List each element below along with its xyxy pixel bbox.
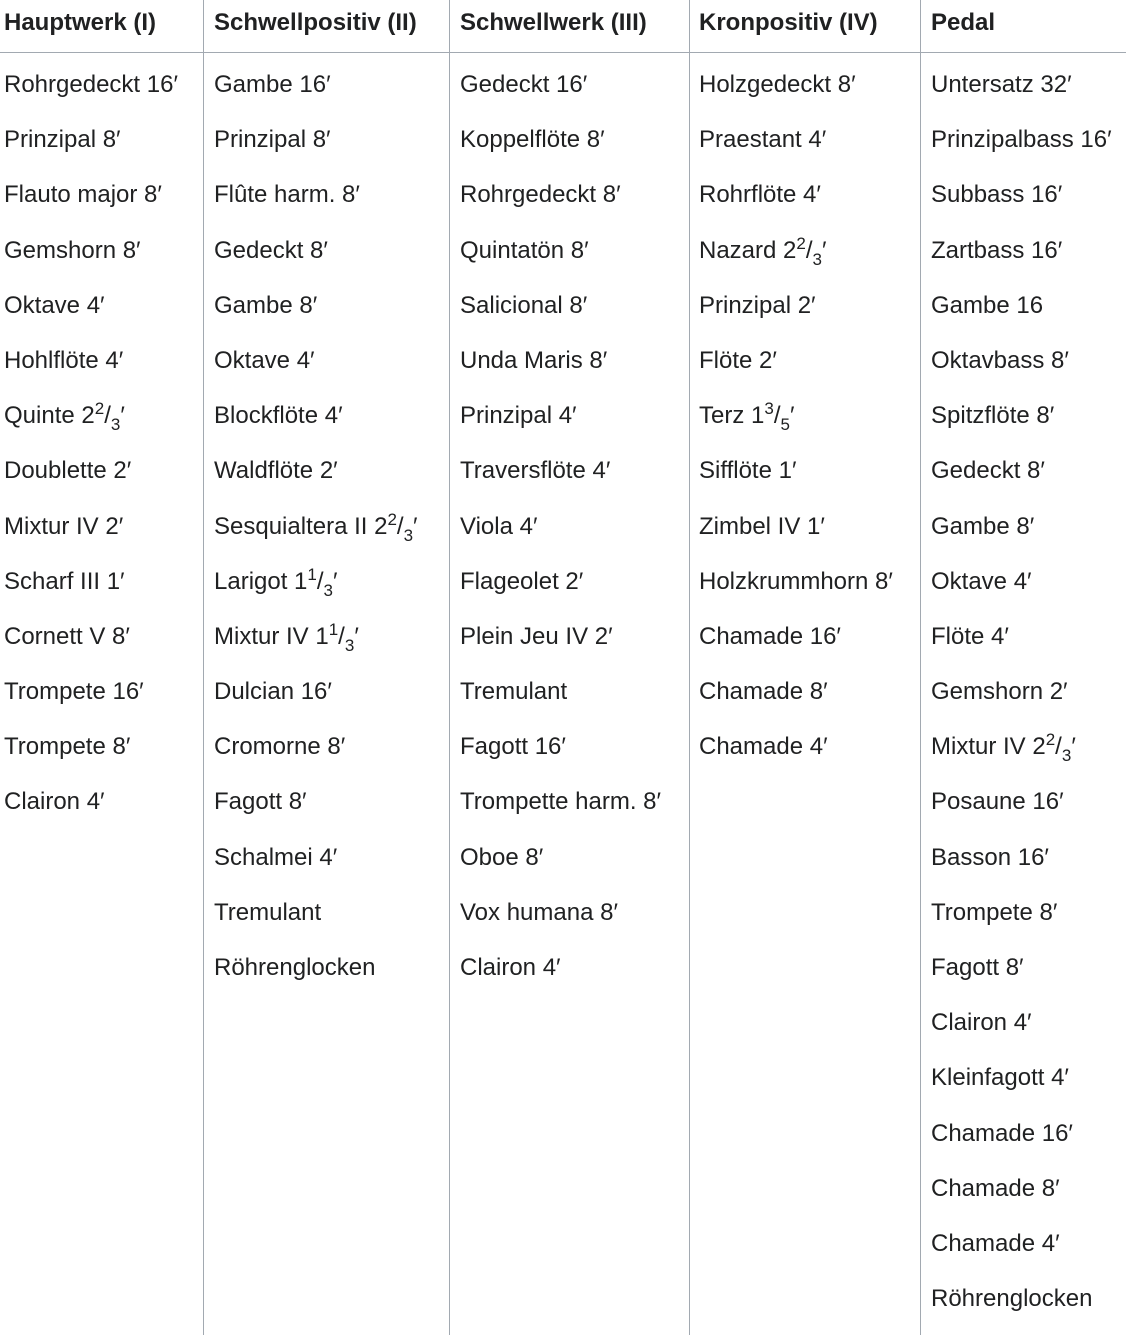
fraction-numerator: 2 — [796, 233, 806, 253]
stop-cell — [204, 278, 449, 333]
stop-name: Spitzflöte 8′ — [931, 402, 1055, 430]
stop-cell — [0, 278, 203, 333]
stop-name: Zimbel IV 1′ — [699, 512, 825, 540]
stop-name: Chamade 8′ — [931, 1174, 1060, 1202]
stop-cell — [450, 443, 689, 498]
stop-name: Chamade 4′ — [931, 1229, 1060, 1257]
stop-cell — [450, 112, 689, 167]
stop-name: Sifflöte 1′ — [699, 457, 797, 485]
fraction-denominator: 3 — [812, 249, 822, 269]
stop-cell — [204, 885, 449, 940]
stop-cell — [450, 774, 689, 829]
stop-cell — [0, 609, 203, 664]
stop-cell — [204, 664, 449, 719]
stop-name: Sesquialtera II 2 — [214, 512, 388, 540]
stop-cell — [204, 112, 449, 167]
stop-cell — [0, 57, 203, 112]
stop-cell: Quinte $2^2/_3'$ — [4, 399, 125, 435]
stop-name: Clairon 4′ — [931, 1009, 1032, 1037]
stop-name: Vox humana 8′ — [460, 898, 618, 926]
column-hauptwerk — [0, 0, 203, 1335]
stop-name: Blockflöte 4′ — [214, 402, 343, 430]
stop-name: Nazard 2 — [699, 236, 797, 264]
stop-cell — [0, 333, 203, 388]
stop-cell — [690, 664, 920, 719]
stop-cell — [0, 664, 203, 719]
stop-cell — [0, 719, 203, 774]
stop-name: Gambe 16 — [931, 291, 1044, 319]
stop-name: Quinte 2 — [4, 402, 95, 430]
stop-name: Waldflöte 2′ — [214, 457, 338, 485]
stop-name: Oboe 8′ — [460, 843, 544, 871]
stop-name: Flageolet 2′ — [460, 567, 584, 595]
stop-name: Chamade 8′ — [699, 678, 828, 706]
stop-name: Gambe 16′ — [214, 71, 331, 98]
stop-name: Terz 1 — [699, 402, 765, 430]
stop-cell — [921, 1106, 1126, 1161]
stop-list — [450, 53, 689, 995]
stop-cell — [690, 112, 920, 167]
fraction-numerator: 2 — [94, 399, 105, 419]
stop-name: Clairon 4′ — [4, 788, 105, 816]
stop-cell: Mixtur IV $1^1/_3'$ — [214, 619, 359, 655]
stop-name: Oktave 4′ — [4, 291, 105, 319]
stop-cell — [921, 885, 1126, 940]
fraction-numerator: 1 — [328, 619, 339, 639]
stop-name: Holzkrummhorn 8′ — [699, 567, 893, 595]
stop-cell: Mixtur IV $2^2/_3'$ — [931, 730, 1076, 766]
stop-cell — [204, 223, 449, 278]
stop-name: Prinzipal 8′ — [214, 126, 331, 154]
stop-cell — [450, 830, 689, 885]
stop-name: Plein Jeu IV 2′ — [460, 622, 613, 650]
fraction-denominator: 3 — [403, 525, 414, 545]
stop-name: Doublette 2′ — [4, 457, 132, 485]
stop-name: Flöte 4′ — [931, 622, 1009, 650]
foot-mark: ′ — [1071, 733, 1076, 761]
stop-name: Mixtur IV 2′ — [4, 512, 124, 540]
stop-cell — [450, 499, 689, 554]
stop-cell — [0, 112, 203, 167]
stop-list — [921, 53, 1126, 1326]
stop-name: Flöte 2′ — [699, 346, 777, 374]
stop-cell — [450, 664, 689, 719]
stop-cell — [450, 57, 689, 112]
stop-cell — [921, 223, 1126, 278]
foot-mark: ′ — [354, 622, 359, 650]
stop-name: Oktavbass 8′ — [931, 346, 1069, 374]
stop-name: Prinzipalbass 16′ — [931, 126, 1112, 154]
stop-cell — [921, 388, 1126, 443]
stop-name: Flûte harm. 8′ — [214, 181, 360, 209]
stop-name: Gambe 8′ — [931, 512, 1035, 540]
stop-name: Unda Maris 8′ — [460, 346, 608, 374]
stop-cell — [690, 554, 920, 609]
stop-name: Fagott 16′ — [460, 733, 566, 761]
foot-mark: ′ — [822, 236, 827, 264]
stop-cell — [921, 609, 1126, 664]
stop-name: Gemshorn 2′ — [931, 678, 1068, 706]
stop-name: Gedeckt 8′ — [214, 236, 328, 264]
stop-cell — [450, 609, 689, 664]
stop-cell — [450, 223, 689, 278]
stop-name: Prinzipal 2′ — [699, 291, 816, 319]
stop-cell — [450, 333, 689, 388]
foot-mark: ′ — [789, 402, 795, 430]
stop-name: Dulcian 16′ — [214, 678, 332, 706]
stop-cell — [204, 774, 449, 829]
stop-name: Flauto major 8′ — [4, 181, 162, 209]
stop-cell — [0, 554, 203, 609]
stop-name: Rohrflöte 4′ — [699, 181, 821, 209]
stop-name: Chamade 16′ — [931, 1119, 1073, 1147]
stop-list — [0, 53, 203, 830]
stop-cell — [450, 940, 689, 995]
stop-cell — [690, 609, 920, 664]
foot-mark: ′ — [120, 402, 125, 430]
stop-name: Larigot 1 — [214, 567, 308, 595]
stop-cell — [921, 1216, 1126, 1271]
stop-cell — [690, 57, 920, 112]
column-schwellwerk — [449, 0, 689, 1335]
fraction-denominator: 5 — [780, 415, 790, 435]
column-header: Kronpositiv (IV) — [690, 0, 920, 53]
stop-name: Salicional 8′ — [460, 291, 588, 319]
stop-name: Traversflöte 4′ — [460, 457, 611, 485]
stop-name: Cornett V 8′ — [4, 622, 130, 650]
stop-name: Röhrenglocken — [931, 1285, 1093, 1313]
stop-name: Trompete 8′ — [931, 898, 1058, 926]
stop-name: Gedeckt 8′ — [931, 457, 1045, 485]
stop-cell: Larigot $1^1/_3'$ — [214, 564, 338, 600]
stop-cell — [204, 830, 449, 885]
stop-name: Viola 4′ — [460, 512, 538, 540]
column-schwellpositiv — [203, 0, 449, 1335]
stop-cell — [204, 333, 449, 388]
stop-name: Schalmei 4′ — [214, 843, 338, 871]
stop-cell — [921, 664, 1126, 719]
stop-name: Hohlflöte 4′ — [4, 346, 124, 374]
stop-cell: Sesquialtera II $2^2/_3'$ — [214, 509, 418, 545]
stop-cell — [921, 940, 1126, 995]
stop-name: Rohrgedeckt 8′ — [460, 181, 621, 209]
column-header: Hauptwerk (I) — [0, 0, 203, 53]
stop-cell — [204, 167, 449, 222]
stop-name: Prinzipal 8′ — [4, 126, 121, 154]
fraction-denominator: 3 — [110, 415, 121, 435]
stop-cell — [450, 554, 689, 609]
stop-cell — [450, 167, 689, 222]
stop-cell — [921, 278, 1126, 333]
stop-cell — [921, 167, 1126, 222]
stop-name: Mixtur IV 1 — [214, 622, 329, 650]
stop-name: Posaune 16′ — [931, 788, 1064, 816]
stop-cell — [690, 499, 920, 554]
stop-cell — [450, 719, 689, 774]
stop-name: Holzgedeckt 8′ — [699, 71, 856, 98]
stop-name: Praestant 4′ — [699, 126, 827, 154]
stop-name: Oktave 4′ — [931, 567, 1032, 595]
stop-name: Gedeckt 16′ — [460, 71, 588, 98]
stop-name: Untersatz 32′ — [931, 71, 1072, 98]
stop-cell — [921, 57, 1126, 112]
stop-name: Kleinfagott 4′ — [931, 1064, 1069, 1092]
stop-name: Tremulant — [460, 678, 568, 706]
stop-cell: Nazard $2^2/_3'$ — [699, 233, 827, 269]
stop-cell — [921, 112, 1126, 167]
fraction-denominator: 3 — [1061, 746, 1072, 766]
stop-cell — [204, 57, 449, 112]
stop-cell — [921, 443, 1126, 498]
stop-name: Mixtur IV 2 — [931, 733, 1046, 761]
stop-cell — [204, 443, 449, 498]
column-pedal — [920, 0, 1126, 1335]
stop-name: Koppelflöte 8′ — [460, 126, 605, 154]
stop-name: Fagott 8′ — [214, 788, 307, 816]
stop-cell — [0, 499, 203, 554]
stop-name: Cromorne 8′ — [214, 733, 346, 761]
stop-name: Prinzipal 4′ — [460, 402, 577, 430]
stop-cell — [921, 1050, 1126, 1105]
stop-name: Rohrgedeckt 16′ — [4, 71, 178, 98]
stop-name: Quintatön 8′ — [460, 236, 589, 264]
stop-name: Chamade 4′ — [699, 733, 828, 761]
stop-cell — [450, 278, 689, 333]
fraction-denominator: 3 — [344, 635, 355, 655]
stop-cell — [204, 388, 449, 443]
stop-name: Trompette harm. 8′ — [460, 788, 662, 816]
column-header: Pedal — [921, 0, 1126, 53]
stop-cell — [690, 167, 920, 222]
stop-cell — [921, 1271, 1126, 1326]
stop-cell — [690, 719, 920, 774]
column-header: Schwellwerk (III) — [450, 0, 689, 53]
stop-cell — [921, 774, 1126, 829]
stop-name: Fagott 8′ — [931, 954, 1024, 981]
stop-name: Trompete 8′ — [4, 733, 131, 761]
stop-name: Clairon 4′ — [460, 954, 561, 981]
stop-name: Trompete 16′ — [4, 678, 144, 706]
stop-cell — [921, 499, 1126, 554]
fraction-numerator: 1 — [307, 564, 317, 584]
stop-name: Tremulant — [214, 898, 322, 926]
stop-cell — [0, 774, 203, 829]
stop-cell — [921, 554, 1126, 609]
fraction-denominator: 3 — [323, 580, 334, 600]
stop-cell — [204, 719, 449, 774]
stop-name: Subbass 16′ — [931, 181, 1063, 209]
fraction-numerator: 2 — [387, 509, 397, 529]
stop-name: Zartbass 16′ — [931, 236, 1063, 264]
stop-name: Scharf III 1′ — [4, 567, 125, 595]
foot-mark: ′ — [333, 567, 338, 595]
fraction-numerator: 3 — [764, 399, 774, 419]
stop-name: Chamade 16′ — [699, 622, 841, 650]
stop-cell — [690, 278, 920, 333]
stop-cell — [0, 223, 203, 278]
stop-cell — [690, 443, 920, 498]
stop-name: Gemshorn 8′ — [4, 236, 141, 264]
stop-cell — [921, 333, 1126, 388]
stop-cell — [690, 333, 920, 388]
stop-cell — [921, 1161, 1126, 1216]
stop-cell — [921, 995, 1126, 1050]
stop-name: Oktave 4′ — [214, 346, 315, 374]
stop-cell — [204, 940, 449, 995]
stop-cell — [450, 388, 689, 443]
stop-name: Röhrenglocken — [214, 954, 376, 981]
stop-list — [690, 53, 920, 774]
stop-cell — [0, 167, 203, 222]
column-header: Schwellpositiv (II) — [204, 0, 449, 53]
fraction-numerator: 2 — [1045, 730, 1056, 750]
stop-cell — [0, 443, 203, 498]
stop-cell — [450, 885, 689, 940]
stop-cell — [921, 830, 1126, 885]
stop-name: Gambe 8′ — [214, 291, 318, 319]
stop-cell: Terz $1^3/_5'$ — [699, 399, 795, 435]
column-kronpositiv — [689, 0, 920, 1335]
foot-mark: ′ — [413, 512, 418, 540]
stop-name: Basson 16′ — [931, 843, 1049, 871]
stop-list — [204, 53, 449, 995]
